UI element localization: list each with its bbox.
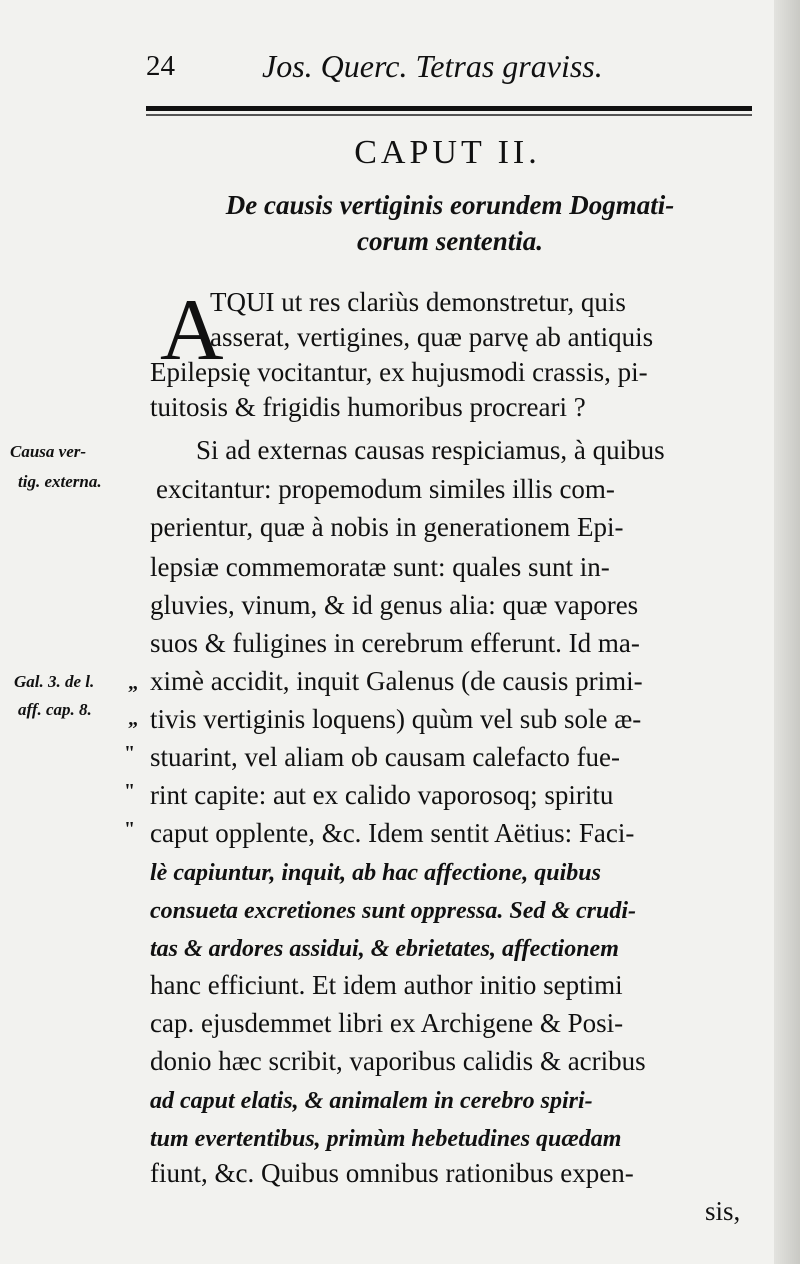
chapter-subtitle-line-1: De causis vertiginis eorundem Dogmati- — [225, 190, 675, 220]
page-edge — [774, 0, 800, 1264]
margin-note-galen-line-2: aff. cap. 8. — [18, 700, 92, 719]
chapter-subtitle-line-2: corum sententia. — [356, 226, 544, 256]
text-line: ximè accidit, inquit Galenus (de causis primi- — [150, 666, 643, 696]
text-line: rint capite: aut ex calido vaporosoq; spiritu — [150, 780, 614, 810]
text-line-italic: tas & ardores assidui, & ebrietates, affectionem — [150, 936, 619, 962]
text-line: caput opplente, &c. Idem sentit Aëtius: Faci- — [150, 818, 635, 848]
text-line: stuarint, vel aliam ob causam calefacto fue- — [150, 742, 621, 772]
text-line: cap. ejusdemmet libri ex Archigene & Posi- — [150, 1008, 624, 1038]
text-line: excitantur: propemodum similes illis com- — [156, 474, 615, 504]
text-line: tuitosis & frigidis humoribus procreari ? — [150, 392, 586, 422]
margin-note-causa-line-2: tig. externa. — [18, 472, 102, 491]
quote-mark: „ — [128, 672, 138, 694]
quote-mark: " — [124, 818, 136, 840]
chapter-heading: CAPUT II. — [354, 134, 541, 171]
drop-cap: A — [160, 282, 224, 379]
text-line: donio hæc scribit, vaporibus calidis & acribus — [150, 1046, 646, 1076]
text-line: tivis vertiginis loquens) quùm vel sub sole æ- — [150, 704, 642, 734]
text-line: Si ad externas causas respiciamus, à quibus — [196, 435, 665, 465]
margin-note-causa-line-1: Causa ver- — [10, 442, 87, 461]
text-line: lepsiæ commemoratæ sunt: quales sunt in- — [150, 552, 610, 582]
text-line: asserat, vertigines, quæ parvę ab antiquis — [210, 322, 654, 352]
text-line: sis, — [705, 1196, 741, 1226]
header-rule-thin — [146, 114, 752, 116]
text-line-italic: tum evertentibus, primùm hebetudines quædam — [150, 1126, 622, 1152]
text-line-italic: ad caput elatis, & animalem in cerebro spiri- — [150, 1088, 593, 1114]
quote-mark: " — [124, 742, 136, 764]
text-line: fiunt, &c. Quibus omnibus rationibus expen- — [150, 1158, 634, 1188]
text-line: TQUI ut res clariùs demonstretur, quis — [210, 287, 626, 317]
text-line: perientur, quæ à nobis in generationem Epi- — [150, 512, 624, 542]
text-line-italic: consueta excretiones sunt oppressa. Sed & crudi- — [150, 898, 637, 924]
page-number: 24 — [146, 50, 175, 82]
text-line: Epilepsię vocitantur, ex hujusmodi crassis, pi- — [150, 357, 648, 387]
header-rule — [146, 106, 752, 111]
text-line: suos & fuligines in cerebrum efferunt. Id ma- — [150, 628, 640, 658]
page-header — [140, 44, 755, 94]
text-line: hanc efficiunt. Et idem author initio septimi — [150, 970, 623, 1000]
running-head: Jos. Querc. Tetras graviss. — [262, 48, 603, 84]
text-line: gluvies, vinum, & id genus alia: quæ vapores — [150, 590, 639, 620]
text-line-italic: lè capiuntur, inquit, ab hac affectione, quibus — [150, 860, 601, 886]
quote-mark: " — [124, 780, 136, 802]
margin-note-galen-line-1: Gal. 3. de l. — [14, 672, 95, 691]
quote-mark: „ — [128, 708, 138, 730]
